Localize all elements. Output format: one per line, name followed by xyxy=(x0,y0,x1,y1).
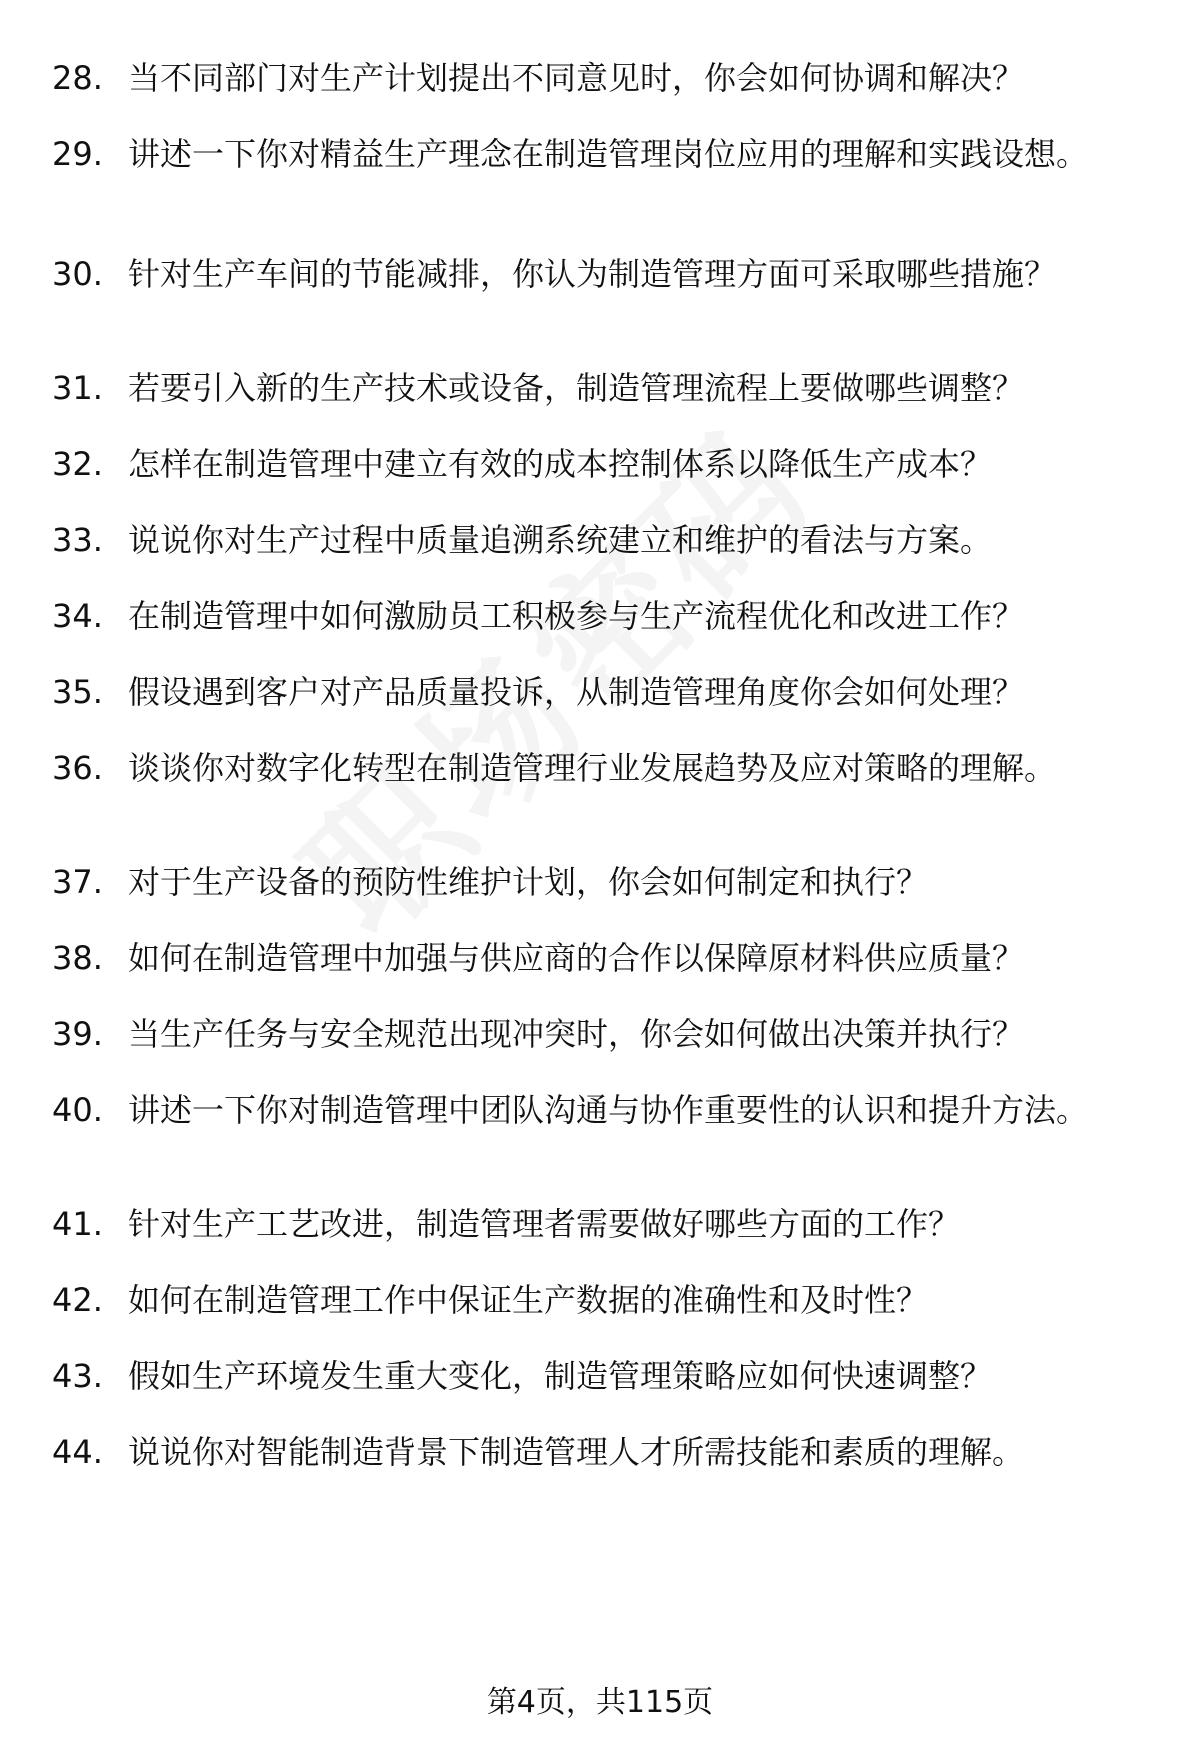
question-number: 33. xyxy=(52,521,103,559)
question-number: 44. xyxy=(52,1433,103,1471)
question-item xyxy=(52,1202,1152,1246)
question-number: 41. xyxy=(52,1205,103,1243)
question-text: 假如生产环境发生重大变化，制造管理策略应如何快速调整？ xyxy=(128,1357,993,1395)
question-text: 假设遇到客户对产品质量投诉，从制造管理角度你会如何处理？ xyxy=(128,673,1025,711)
question-text: 当生产任务与安全规范出现冲突时，你会如何做出决策并执行？ xyxy=(128,1015,1025,1053)
question-text: 针对生产车间的节能减排，你认为制造管理方面可采取哪些措施？ xyxy=(128,255,1057,293)
question-number: 29. xyxy=(52,135,103,173)
question-item xyxy=(52,1354,1152,1398)
question-number: 38. xyxy=(52,939,103,977)
question-text: 讲述一下你对制造管理中团队沟通与协作重要性的认识和提升方法。 xyxy=(128,1091,1089,1129)
question-text: 在制造管理中如何激励员工积极参与生产流程优化和改进工作？ xyxy=(128,597,1025,635)
question-text: 谈谈你对数字化转型在制造管理行业发展趋势及应对策略的理解。 xyxy=(128,749,1057,787)
question-item xyxy=(52,746,1152,790)
question-item xyxy=(52,1012,1152,1056)
question-text: 如何在制造管理工作中保证生产数据的准确性和及时性？ xyxy=(128,1281,929,1319)
question-item xyxy=(52,252,1152,296)
question-item xyxy=(52,132,1152,176)
question-number: 40. xyxy=(52,1091,103,1129)
question-text: 如何在制造管理中加强与供应商的合作以保障原材料供应质量？ xyxy=(128,939,1025,977)
question-text: 讲述一下你对精益生产理念在制造管理岗位应用的理解和实践设想。 xyxy=(128,135,1089,173)
question-number: 39. xyxy=(52,1015,103,1053)
question-item xyxy=(52,1278,1152,1322)
question-item xyxy=(52,860,1152,904)
question-text: 针对生产工艺改进，制造管理者需要做好哪些方面的工作？ xyxy=(128,1205,961,1243)
question-item xyxy=(52,518,1152,562)
question-number: 31. xyxy=(52,369,103,407)
question-item xyxy=(52,936,1152,980)
question-item xyxy=(52,56,1152,100)
question-item xyxy=(52,1430,1152,1474)
question-item xyxy=(52,594,1152,638)
question-item xyxy=(52,366,1152,410)
question-number: 34. xyxy=(52,597,103,635)
question-number: 30. xyxy=(52,255,103,293)
question-number: 43. xyxy=(52,1357,103,1395)
question-item xyxy=(52,670,1152,714)
question-number: 32. xyxy=(52,445,103,483)
question-text: 怎样在制造管理中建立有效的成本控制体系以降低生产成本？ xyxy=(128,445,993,483)
question-item xyxy=(52,1088,1152,1132)
question-text: 若要引入新的生产技术或设备，制造管理流程上要做哪些调整？ xyxy=(128,369,1025,407)
question-number: 36. xyxy=(52,749,103,787)
question-number: 42. xyxy=(52,1281,103,1319)
page-number-footer: 第4页，共115页 xyxy=(486,1685,714,1720)
question-text: 对于生产设备的预防性维护计划，你会如何制定和执行？ xyxy=(128,863,929,901)
question-number: 37. xyxy=(52,863,103,901)
question-item xyxy=(52,442,1152,486)
question-number: 28. xyxy=(52,59,103,97)
question-text: 当不同部门对生产计划提出不同意见时，你会如何协调和解决？ xyxy=(128,59,1025,97)
question-text: 说说你对生产过程中质量追溯系统建立和维护的看法与方案。 xyxy=(128,521,993,559)
question-number: 35. xyxy=(52,673,103,711)
question-text: 说说你对智能制造背景下制造管理人才所需技能和素质的理解。 xyxy=(128,1433,1025,1471)
